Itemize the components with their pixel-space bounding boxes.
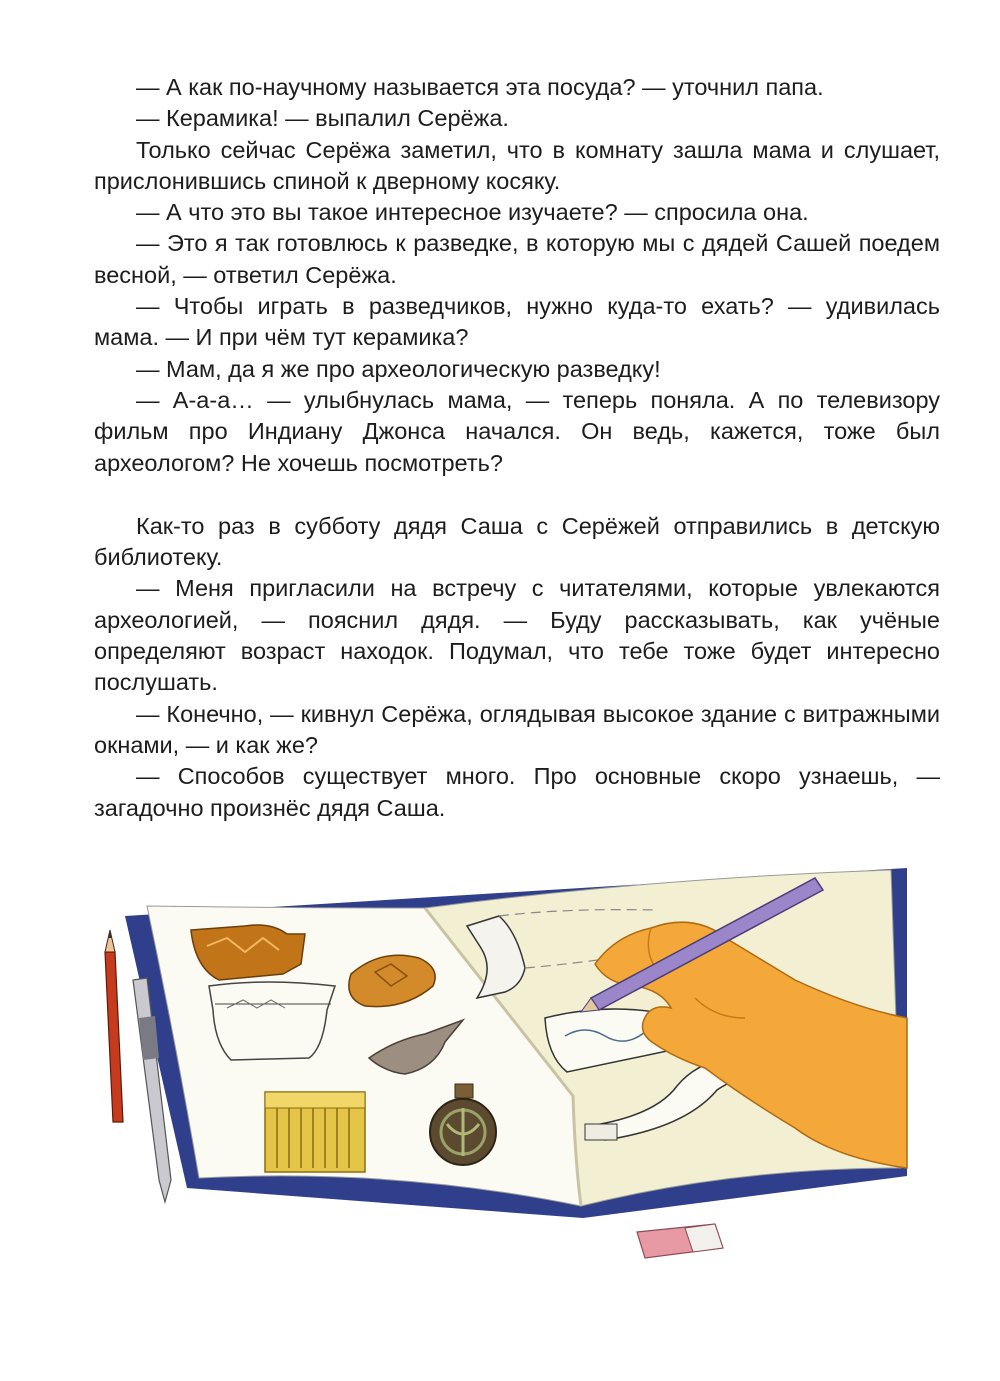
paragraph: — А как по-научному называется эта посуда? — уточнил папа.: [136, 74, 824, 100]
paragraph: — Мам, да я же про археологическую разведку!: [136, 355, 661, 382]
bone-comb-drawing: [265, 1092, 365, 1172]
paragraph: — А-а-а… — улыбнулась мама, — теперь поняла. А по телевизору фильм про Индиану Джонса начался. Он ведь, кажется, тоже был археологом? Не хочешь посмотреть?: [94, 386, 940, 476]
paragraph: — Способов существует много. Про основные скоро узнаешь, — загадочно произнёс дядя Саша.: [94, 763, 940, 821]
paragraph: Только сейчас Серёжа заметил, что в комнату зашла мама и слушает, прислонившись спиной к дверному косяку.: [94, 136, 940, 194]
pot-outline-drawing: [209, 982, 335, 1060]
eraser: [637, 1224, 723, 1258]
story-text: [94, 72, 940, 824]
paragraph: Как-то раз в субботу дядя Саша с Серёжей отправились в детскую библиотеку.: [94, 512, 940, 571]
sketchbook-illustration: [95, 868, 955, 1268]
ceramic-sherd-drawing: [191, 925, 305, 980]
paragraph: — Чтобы играть в разведчиков, нужно куда-то ехать? — удивилась мама. — И при чём тут керамика?: [94, 293, 940, 351]
paragraph: — Это я так готовлюсь к разведке, в которую мы с дядей Сашей поедем весной, — ответил Серёжа.: [94, 230, 940, 288]
red-pencil: [105, 930, 123, 1122]
paragraph: — А что это вы такое интересное изучаете? — спросила она.: [136, 199, 809, 226]
paragraph: — Меня пригласили на встречу с читателями, которые увлекаются археологией, — пояснил дядя. — Буду рассказывать, как учёные определяют возраст находок. Подумал, что тебе тоже будет интересно послушать.: [94, 575, 940, 696]
paragraph: — Конечно, — кивнул Серёжа, оглядывая высокое здание с витражными окнами, — и как же?: [94, 700, 940, 758]
paragraph: — Керамика! — выпалил Серёжа.: [136, 105, 509, 132]
